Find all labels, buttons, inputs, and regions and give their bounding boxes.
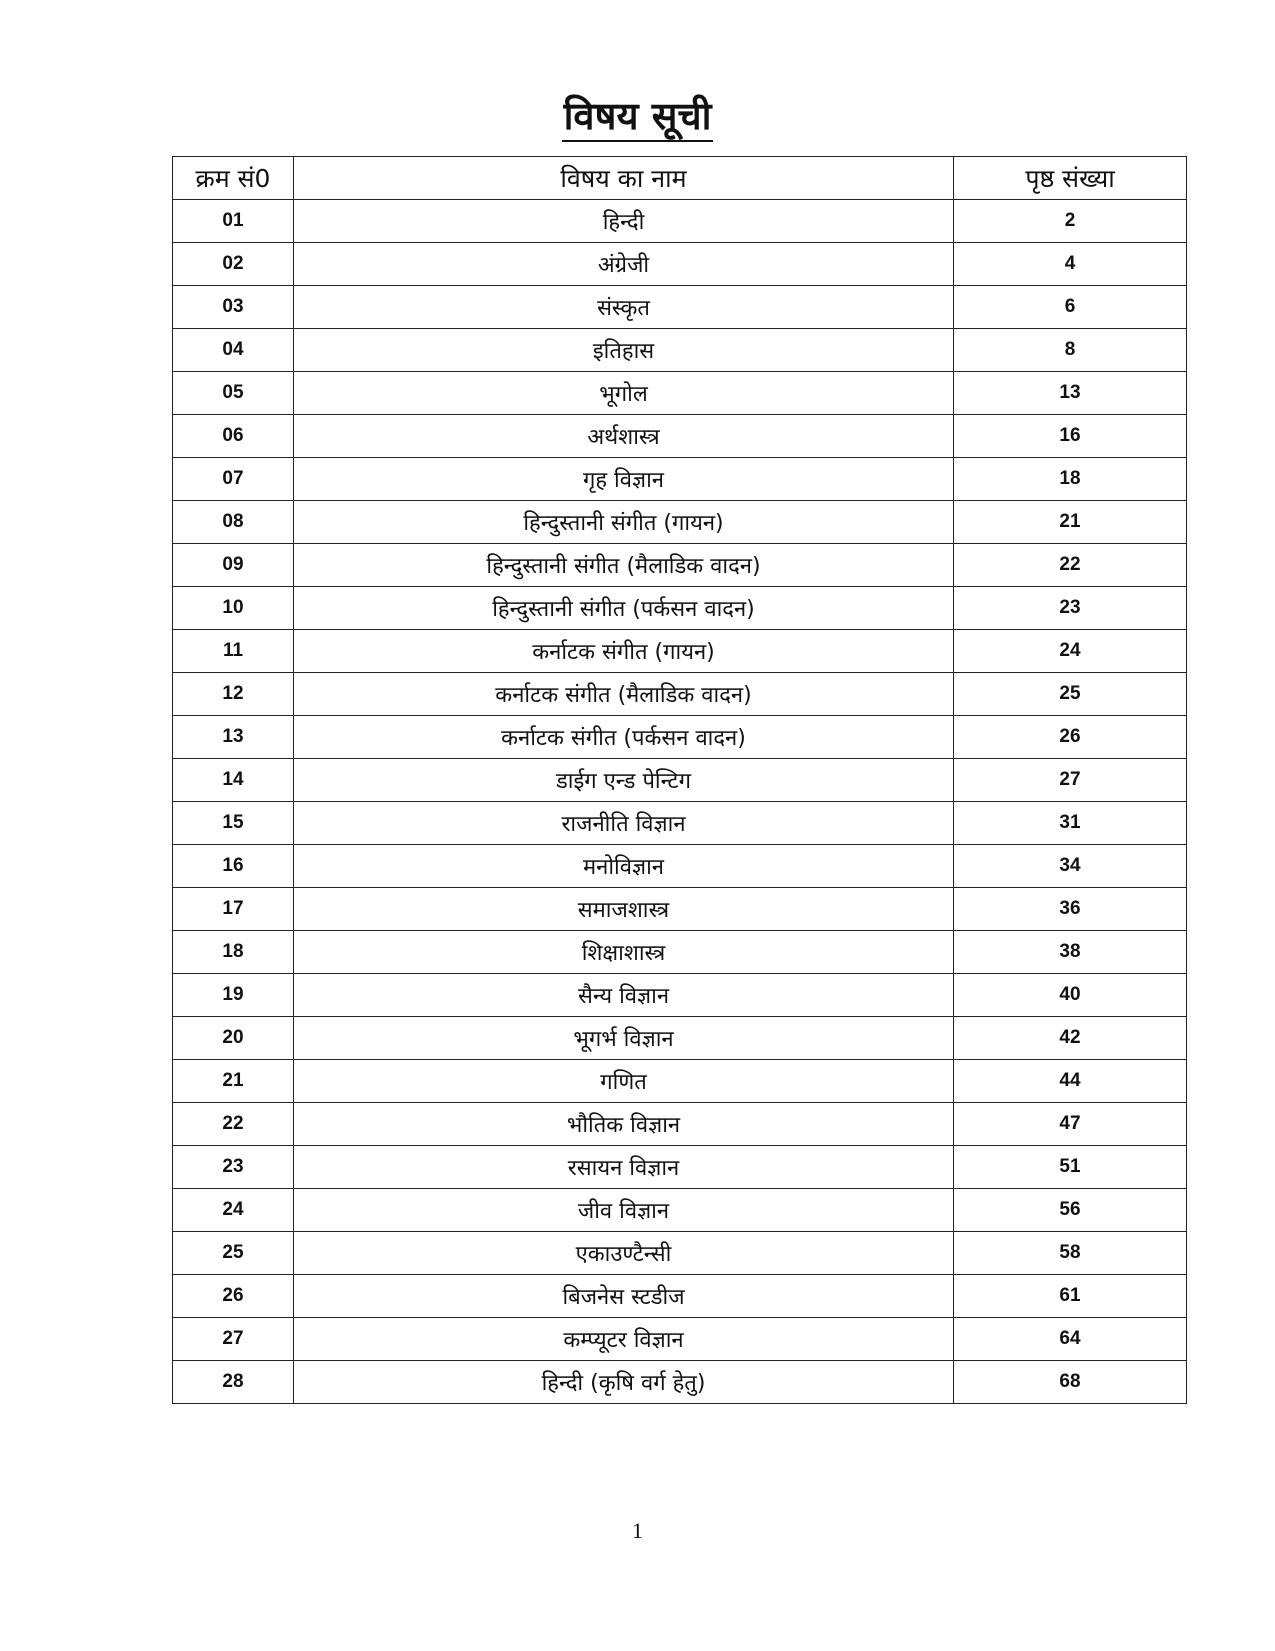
table-row <box>173 415 1187 458</box>
table-row <box>173 544 1187 587</box>
table-row <box>173 587 1187 630</box>
header-serial: क्रम सं0 <box>173 157 294 200</box>
table-row <box>173 1017 1187 1060</box>
table-row <box>173 673 1187 716</box>
serial-number-cell: 12 <box>173 673 294 716</box>
subject-name-cell: भूगर्भ विज्ञान <box>294 1017 954 1060</box>
table-row <box>173 1232 1187 1275</box>
table-row <box>173 1361 1187 1404</box>
table-row <box>173 200 1187 243</box>
table-row <box>173 716 1187 759</box>
serial-number-cell: 20 <box>173 1017 294 1060</box>
subject-name-cell: भौतिक विज्ञान <box>294 1103 954 1146</box>
subject-name-cell: भूगोल <box>294 372 954 415</box>
subject-name-cell: हिन्दी (कृषि वर्ग हेतु) <box>294 1361 954 1404</box>
serial-number-cell: 18 <box>173 931 294 974</box>
table-row <box>173 1318 1187 1361</box>
table-row <box>173 1103 1187 1146</box>
subject-name-cell: कर्नाटक संगीत (पर्कसन वादन) <box>294 716 954 759</box>
table-header-row <box>173 157 1187 200</box>
subject-name-cell: हिन्दुस्तानी संगीत (मैलाडिक वादन) <box>294 544 954 587</box>
serial-number-cell: 01 <box>173 200 294 243</box>
serial-number-cell: 02 <box>173 243 294 286</box>
table-row <box>173 501 1187 544</box>
header-subject: विषय का नाम <box>294 157 954 200</box>
page-number-cell: 34 <box>954 845 1187 888</box>
subject-name-cell: राजनीति विज्ञान <box>294 802 954 845</box>
page-number-cell: 13 <box>954 372 1187 415</box>
serial-number-cell: 10 <box>173 587 294 630</box>
serial-number-cell: 13 <box>173 716 294 759</box>
page-number-cell: 56 <box>954 1189 1187 1232</box>
subject-name-cell: अर्थशास्त्र <box>294 415 954 458</box>
page-number-cell: 40 <box>954 974 1187 1017</box>
serial-number-cell: 27 <box>173 1318 294 1361</box>
page-number-cell: 68 <box>954 1361 1187 1404</box>
page-number-cell: 44 <box>954 1060 1187 1103</box>
page-number-cell: 23 <box>954 587 1187 630</box>
page-number-cell: 58 <box>954 1232 1187 1275</box>
subject-name-cell: गणित <box>294 1060 954 1103</box>
page-title <box>0 92 1275 140</box>
page-title-text: विषय सूची <box>562 94 714 142</box>
subject-name-cell: कर्नाटक संगीत (गायन) <box>294 630 954 673</box>
serial-number-cell: 11 <box>173 630 294 673</box>
table-of-contents <box>172 156 1187 1404</box>
page-number-cell: 16 <box>954 415 1187 458</box>
page-number-cell: 47 <box>954 1103 1187 1146</box>
page-number: 1 <box>632 1518 643 1543</box>
subject-name-cell: हिन्दी <box>294 200 954 243</box>
subject-name-cell: रसायन विज्ञान <box>294 1146 954 1189</box>
subject-name-cell: डाईग एन्ड पेन्टिग <box>294 759 954 802</box>
serial-number-cell: 25 <box>173 1232 294 1275</box>
serial-number-cell: 05 <box>173 372 294 415</box>
serial-number-cell: 09 <box>173 544 294 587</box>
table-row <box>173 458 1187 501</box>
subject-name-cell: गृह विज्ञान <box>294 458 954 501</box>
table-row <box>173 630 1187 673</box>
table-body <box>173 200 1187 1404</box>
table-row <box>173 1060 1187 1103</box>
page-number-cell: 61 <box>954 1275 1187 1318</box>
subject-name-cell: मनोविज्ञान <box>294 845 954 888</box>
subject-name-cell: जीव विज्ञान <box>294 1189 954 1232</box>
subject-name-cell: बिजनेस स्टडीज <box>294 1275 954 1318</box>
page-number-cell: 2 <box>954 200 1187 243</box>
serial-number-cell: 28 <box>173 1361 294 1404</box>
page-number-cell: 51 <box>954 1146 1187 1189</box>
page-number-cell: 8 <box>954 329 1187 372</box>
subject-name-cell: अंग्रेजी <box>294 243 954 286</box>
subject-name-cell: हिन्दुस्तानी संगीत (पर्कसन वादन) <box>294 587 954 630</box>
subject-name-cell: शिक्षाशास्त्र <box>294 931 954 974</box>
page-number-cell: 31 <box>954 802 1187 845</box>
header-page: पृष्ठ संख्या <box>954 157 1187 200</box>
table-row <box>173 329 1187 372</box>
page-number-cell: 21 <box>954 501 1187 544</box>
page-number-cell: 22 <box>954 544 1187 587</box>
page-number-cell: 64 <box>954 1318 1187 1361</box>
subject-name-cell: सैन्य विज्ञान <box>294 974 954 1017</box>
serial-number-cell: 04 <box>173 329 294 372</box>
serial-number-cell: 06 <box>173 415 294 458</box>
serial-number-cell: 15 <box>173 802 294 845</box>
serial-number-cell: 26 <box>173 1275 294 1318</box>
subject-name-cell: समाजशास्त्र <box>294 888 954 931</box>
table-row <box>173 888 1187 931</box>
table-row <box>173 759 1187 802</box>
serial-number-cell: 22 <box>173 1103 294 1146</box>
serial-number-cell: 16 <box>173 845 294 888</box>
subject-name-cell: इतिहास <box>294 329 954 372</box>
table-row <box>173 974 1187 1017</box>
table-row <box>173 802 1187 845</box>
page-number-cell: 36 <box>954 888 1187 931</box>
page-number-cell: 26 <box>954 716 1187 759</box>
serial-number-cell: 17 <box>173 888 294 931</box>
page-number-cell: 27 <box>954 759 1187 802</box>
table-row <box>173 1146 1187 1189</box>
subject-name-cell: संस्कृत <box>294 286 954 329</box>
table-row <box>173 845 1187 888</box>
table-row <box>173 372 1187 415</box>
subject-name-cell: हिन्दुस्तानी संगीत (गायन) <box>294 501 954 544</box>
serial-number-cell: 03 <box>173 286 294 329</box>
serial-number-cell: 08 <box>173 501 294 544</box>
page-number-cell: 25 <box>954 673 1187 716</box>
serial-number-cell: 24 <box>173 1189 294 1232</box>
subject-name-cell: कर्नाटक संगीत (मैलाडिक वादन) <box>294 673 954 716</box>
table-row <box>173 1275 1187 1318</box>
table-row <box>173 243 1187 286</box>
serial-number-cell: 07 <box>173 458 294 501</box>
table-row <box>173 1189 1187 1232</box>
page-number-cell: 4 <box>954 243 1187 286</box>
page-number-cell: 24 <box>954 630 1187 673</box>
serial-number-cell: 23 <box>173 1146 294 1189</box>
subject-name-cell: कम्प्यूटर विज्ञान <box>294 1318 954 1361</box>
page-number-cell: 42 <box>954 1017 1187 1060</box>
table-row <box>173 931 1187 974</box>
subject-name-cell: एकाउण्टैन्सी <box>294 1232 954 1275</box>
page-number-cell: 38 <box>954 931 1187 974</box>
serial-number-cell: 19 <box>173 974 294 1017</box>
page-number-cell: 18 <box>954 458 1187 501</box>
serial-number-cell: 21 <box>173 1060 294 1103</box>
serial-number-cell: 14 <box>173 759 294 802</box>
page-number-cell: 6 <box>954 286 1187 329</box>
table-row <box>173 286 1187 329</box>
